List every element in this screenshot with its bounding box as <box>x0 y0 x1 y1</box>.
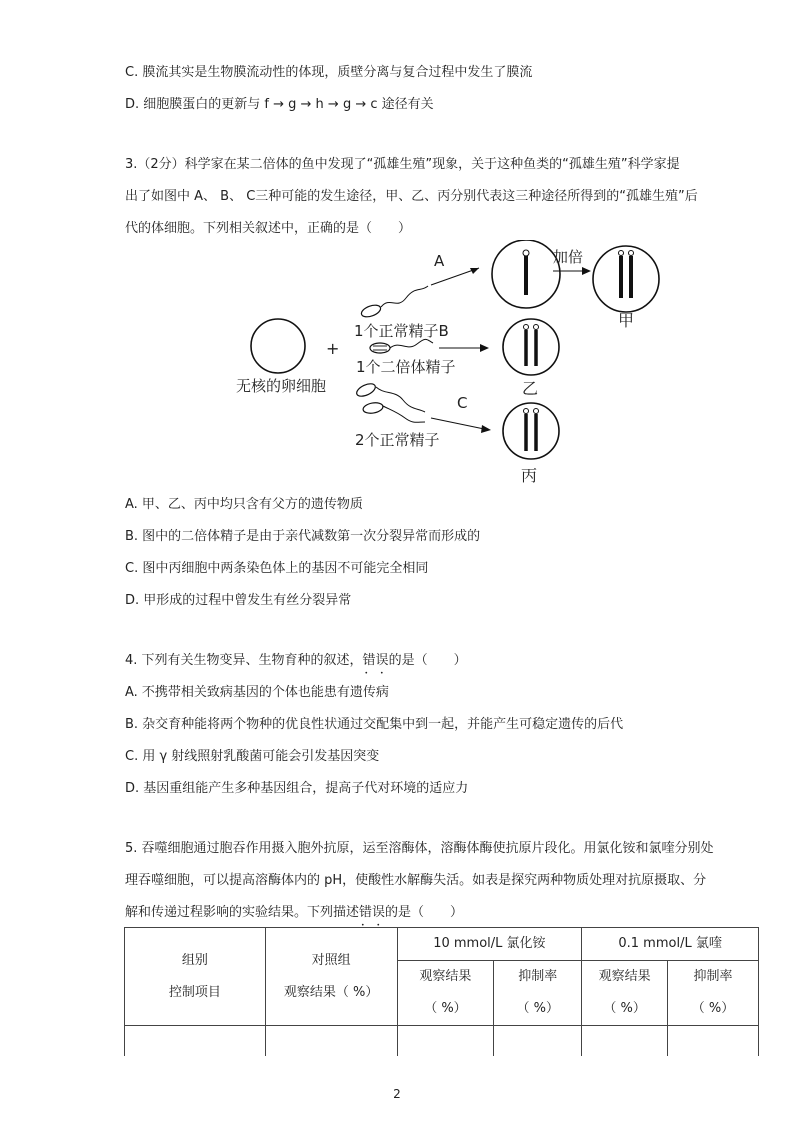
path-a-label: A <box>434 252 445 270</box>
q5-stem-line3 <box>125 904 463 922</box>
sperm-c-label: 2个正常精子 <box>355 431 440 449</box>
q4-stem-emphasis: 错误 • • <box>363 652 389 670</box>
plus-sign: + <box>326 339 340 358</box>
cell-yi-label: 乙 <box>522 379 539 398</box>
q3-option-b: B. 图中的二倍体精子是由于亲代减数第一次分裂异常而形成的 <box>125 529 481 544</box>
ammonium-inhibit-header: 抑制率 （ %） <box>494 961 582 1026</box>
egg-label: 无核的卵细胞 <box>236 377 327 395</box>
q3-stem-line3: 代的体细胞。下列相关叙述中，正确的是（ ） <box>125 221 412 236</box>
group-label: 组别 <box>181 952 208 968</box>
q4-stem-before: 4. 下列有关生物变异、生物育种的叙述， <box>125 653 363 668</box>
q4-option-a: A. 不携带相关致病基因的个体也能患有遗传病 <box>125 685 389 700</box>
q3-option-c: C. 图中丙细胞中两条染色体上的基因不可能完全相同 <box>125 561 429 576</box>
cell-bing-label: 丙 <box>521 466 538 485</box>
prev-option-d: D. 细胞膜蛋白的更新与 f → g → h → g → c 途径有关 <box>125 97 434 112</box>
sperm-b-label: 1个正常精子B <box>354 322 449 340</box>
q3-stem-line2: 出了如图中 A、 B、 C三种可能的发生途径，甲、乙、丙分别代表这三种途径所得到的“孤雄生殖”后 <box>125 189 698 204</box>
q4-stem <box>125 652 467 670</box>
double-label: 加倍 <box>553 248 584 266</box>
control-item-label: 控制项目 <box>168 984 221 1000</box>
sperms-c <box>355 381 425 422</box>
chloroquine-observe-header: 观察结果 （ %） <box>582 961 668 1026</box>
q4-option-b: B. 杂交育种能将两个物种的优良性状通过交配集中到一起，并能产生可稳定遗传的后代 <box>125 717 624 732</box>
table-row <box>125 1026 759 1056</box>
q4-option-d: D. 基因重组能产生多种基因组合，提高子代对环境的适应力 <box>125 781 469 796</box>
q3-option-d: D. 甲形成的过程中曾发生有丝分裂异常 <box>125 593 352 608</box>
control-group-label: 对照组 <box>311 952 351 968</box>
q3-stem-line1: 3.（2分）科学家在某二倍体的鱼中发现了“孤雄生殖”现象，关于这种鱼类的“孤雄生殖”科学家提 <box>125 157 680 172</box>
diploid-sperm <box>370 339 433 353</box>
q5-stem-line3-after: 的是（ ） <box>385 905 464 920</box>
experiment-table <box>124 927 759 1056</box>
cell-jia-label: 甲 <box>618 311 635 330</box>
path-c-label: C <box>457 394 468 412</box>
cell-a <box>492 240 560 308</box>
q5-stem-line3-before: 解和传递过程影响的实验结果。下列描述 <box>125 905 360 920</box>
q4-option-c: C. 用 γ 射线照射乳酸菌可能会引发基因突变 <box>125 749 380 764</box>
chloroquine-header: 0.1 mmol/L 氯喹 <box>582 928 759 961</box>
ammonium-chloride-header: 10 mmol/L 氯化铵 <box>397 928 582 961</box>
cell-yi <box>503 319 559 375</box>
q5-stem-emphasis: 错误 • • <box>359 904 385 922</box>
chloroquine-inhibit-header: 抑制率 （ %） <box>668 961 759 1026</box>
page-number: 2 <box>393 1087 401 1101</box>
egg-cell <box>251 319 305 373</box>
q5-stem-line1: 5. 吞噬细胞通过胞吞作用摄入胞外抗原，运至溶酶体，溶酶体酶使抗原片段化。用氯化铵和氯喹分别处 <box>125 841 714 856</box>
cell-bing <box>503 403 559 459</box>
q3-option-a: A. 甲、乙、丙中均只含有父方的遗传物质 <box>125 497 363 512</box>
parthenogenesis-diagram <box>225 240 695 490</box>
control-header-cell <box>265 928 397 1026</box>
control-observe-label: 观察结果（ %） <box>283 984 379 1000</box>
prev-option-c: C. 膜流其实是生物膜流动性的体现，质壁分离与复合过程中发生了膜流 <box>125 65 533 80</box>
q4-stem-after: 的是（ ） <box>388 653 467 668</box>
diploid-sperm-label: 1个二倍体精子 <box>356 358 456 376</box>
sperm-a <box>360 286 428 319</box>
group-header-cell <box>125 928 266 1026</box>
ammonium-observe-header: 观察结果 （ %） <box>397 961 494 1026</box>
cell-jia <box>593 246 659 312</box>
q5-stem-line2: 理吞噬细胞，可以提高溶酶体内的 pH，使酸性水解酶失活。如表是探究两种物质处理对抗原摄取、分 <box>125 873 707 888</box>
